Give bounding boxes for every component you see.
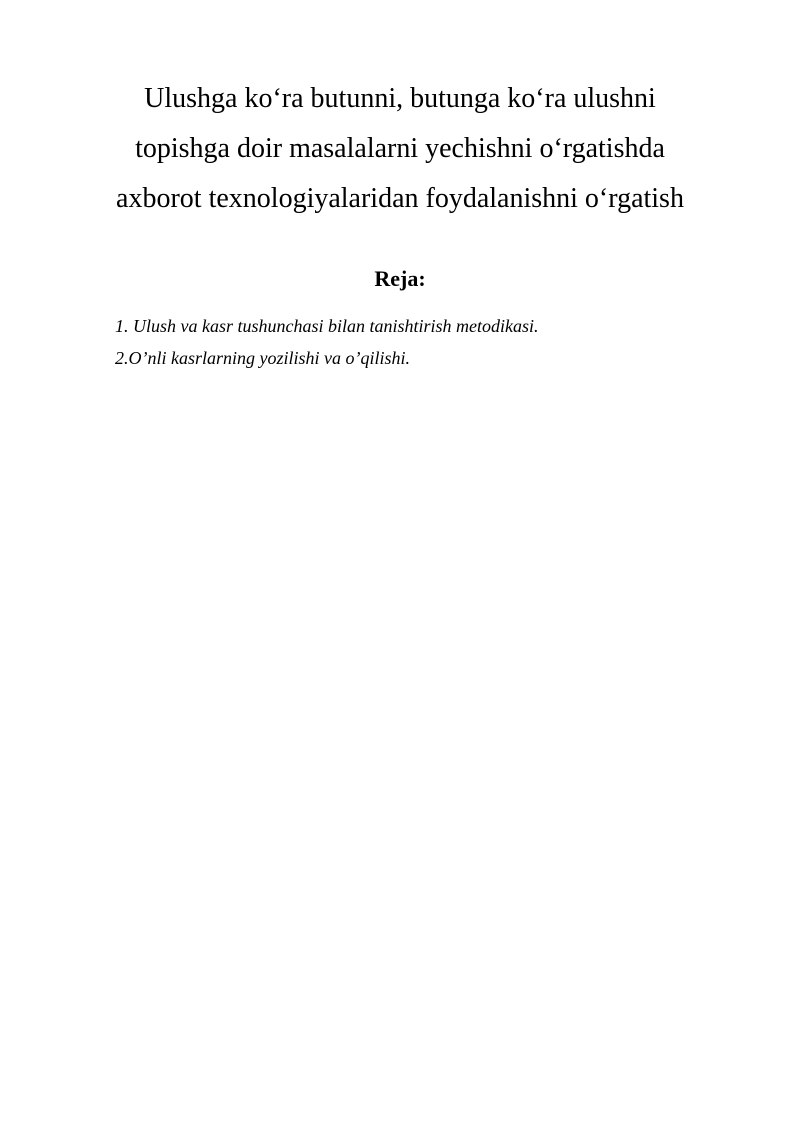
plan-item-1: 1. Ulush va kasr tushunchasi bilan tanishtirish metodikasi.	[115, 316, 539, 336]
document-title	[0, 74, 800, 224]
plan-item-2: 2.O’nli kasrlarning yozilishi va o’qilishi.	[115, 348, 410, 368]
plan-list	[115, 310, 760, 374]
title-line-2: topishga doir masalalarni yechishni o‘rgatishda	[135, 133, 665, 164]
plan-heading: Reja:	[374, 266, 426, 291]
title-line-3: axborot texnologiyalaridan foydalanishni o‘rgatish	[116, 183, 684, 214]
title-line-1: Ulushga ko‘ra butunni, butunga ko‘ra ulushni	[144, 83, 656, 114]
